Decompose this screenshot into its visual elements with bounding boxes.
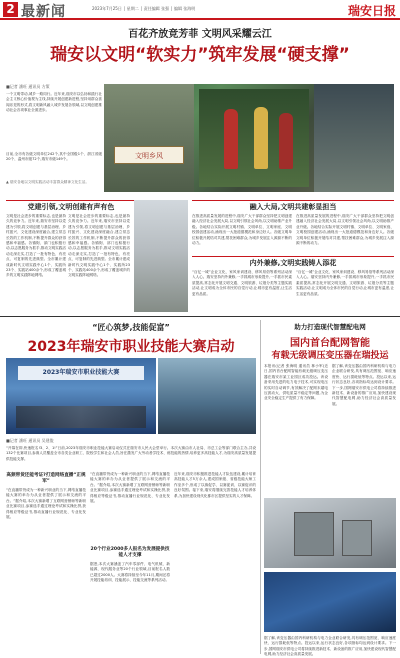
section1-title: 党建引领,文明创建有声有色 <box>27 203 115 211</box>
skills-photo-stage <box>6 358 156 434</box>
photo-performers <box>199 89 309 187</box>
skills-headline: 2023年瑞安市职业技能大赛启动 <box>27 339 235 355</box>
photo-village <box>104 84 194 192</box>
skills-subhead: “匠心筑梦,技能促富” <box>92 323 170 332</box>
transformer-unit <box>294 512 334 556</box>
divider <box>192 200 394 201</box>
lead-photo-collage <box>104 84 394 192</box>
section2-text-col2: 在推进高质量发展的进程中,瑞安广大干部群众坚持把文明创建融入经济社会发展大局,以文明引领社会风尚,以文明助推产业升级。各地结合实际开展文明村镇、文明单位、文明家庭、文明校园创建活动,涌现出一大批道德模范和身边好人。各级文明单位积极开展结对共建,帮扶困难群众,为城乡发展注入源源不断的动力。 <box>296 214 394 246</box>
port-photo-transformer <box>264 498 396 568</box>
port-subhead: 助力打造现代智慧配电网 <box>294 323 366 331</box>
skills-col3-text: 近年来,瑞安市积极推进技能人才队伍建设,累计培育高技能人才5万余人,建成国家级、省级技能大师工作室多个,形成了以赛促学、以赛促训、以赛促评的良好氛围。接下来,瑞安将继续完善技能人才培养体系,为加快建设现代化都市区提供坚实的人才保障。 <box>174 472 256 498</box>
port-text-col2: 据了解,该变压器由国内科研机构与电力企业联合研发,具有调压范围宽、响应速度快、运行损耗低等特点。投运以来,运行状态良好,各项指标均达到设计要求。下一步,国网瑞安市供电公司将持续推进新技术、新设备的推广应用,加快建设现代智慧配电网,助力经济社会高质量发展。 <box>332 364 396 406</box>
lead-headline: 瑞安以文明“软实力”筑牢发展“硬支撑” <box>50 45 350 65</box>
port-photo-caption: 据了解,该变压器由国内科研机构与电力企业联合研发,具有调压范围宽、响应速度快、运行损耗低等特点。投运以来,运行状态良好,各项指标均达到设计要求。下一步,国网瑞安市供电公司将持续推进新技术、新设备的推广应用,加快建设现代智慧配电网,助力经济社会高质量发展。 <box>264 636 396 657</box>
lead-intro-text: 一个文明带动,城乡一路同行。近年来,瑞安市以弘扬和践行社会主义核心价值观为主线,持续开展创建新进程,坚持用群众喜闻乐见的形式,将文明新风融入城乡发展各领域,以文明创建推动社会各项事业全面进步。 <box>6 92 102 113</box>
port-headline-line2: 有载无级调压变压器在瑞投运 <box>271 351 389 361</box>
skills-q2-heading: 20个行业2000多人报名为发展提供技能人才支撑 <box>90 547 170 558</box>
lead-photo-small <box>134 200 188 312</box>
audience-figures <box>16 406 146 428</box>
skills-q1-text: “在直播带货成为一种新兴职业的当下,网络直播技能大赛的举办为从业者提供了展示和交流的平台。”据介绍,本次大赛新增了互联网营销师等新职业比赛项目,参赛选手通过理论考试和实操比拼,获得相应等级证书,推动直播行业规范化、专业化发展。 <box>6 488 86 520</box>
performer-figure <box>254 107 268 169</box>
section3-text-col2: “百亿一城”企业文化、家风家训建设、移风易俗等系列活动深入人心。瑞安坚持内外兼修,一手抓城市形象提升,一手抓市民素质提高,常态化开展文明交通、文明旅游、垃圾分类等主题实践活动,让文明成为全体市民的自觉行动,让城市更有温度,让生活更有品质。 <box>296 270 394 296</box>
skills-q1-heading: 高频带货还能考证?打造网络直播“正规军” <box>6 473 86 484</box>
civilization-sign: 文明乡风 <box>114 146 184 164</box>
lead-subhead: 百花齐放竞芳菲 文明风采耀云江 <box>128 29 272 40</box>
divider <box>6 200 136 201</box>
skills-photo-audience <box>158 358 256 434</box>
section-divider <box>0 316 400 317</box>
skills-q1-text-cont: “在直播带货成为一种新兴职业的当下,网络直播技能大赛的举办为从业者提供了展示和交流的平台。”据介绍,本次大赛新增了互联网营销师等新职业比赛项目,参赛选手通过理论考试和实操比拼,获得相应等级证书,推动直播行业规范化、专业化发展。 <box>90 472 170 504</box>
port-text-col1: 本报讯(记者 张海明 通讯员 林小军)近日,国内首台配网智能有载无级调压变压器在瑞安市某工业园区成功投运。该设备采用先进的电力电子技术,可实现电压的实时自动调节,有效解决了配网末端电压波动大、供电质量不稳定等问题,为企业安全稳定生产提供了有力保障。 <box>264 364 328 401</box>
section1-text-col2: 文明是社会进步的重要标志,也是最持久的竞争力。近年来,瑞安市坚持以党建为引领,将文明创建与基层治理、乡村振兴、文化建设深度融合,建立常态长效的工作机制,不断提升群众的获得感和幸福感。各镇街、部门也积极行动,以志愿服务为抓手,推动文明实践活动走深走实,打造了一批有特色、有亮点、可复制的先进典型。全市累计建成新时代文明实践中心1个、实践所23个、实践站400余个,形成了覆盖城乡的文明实践阵地网络。 <box>68 214 130 278</box>
column-divider <box>260 320 261 654</box>
skills-intro-text: “开幕在即,快速报名!3、2、1!”日前,2023年瑞安市职业技能大赛启动仪式在瑞安市人民大会堂举行。本次大赛由市人社局、市总工会等部门联合主办,共设132个比赛项目,参赛人员覆盖全市各类企业职工、院校学生和社会人员,旨在激发广大劳动者学技术、练技能的热情,培养更多高技能人才,为瑞安高质量发展提供技能支撑。 <box>6 446 256 461</box>
lead-photo-caption: ▲ 瑞安各地以文明实践活动丰富群众精神文化生活。 <box>6 180 89 184</box>
stage-banner: 2023年瑞安市职业技能大赛 <box>18 366 144 380</box>
photo-street <box>314 84 394 192</box>
performer-figure <box>279 113 293 169</box>
page-title: 最新闻 <box>21 4 66 20</box>
port-headline-line1: 国内首台配网智能 <box>290 338 370 349</box>
section2-text-col1: 在推进高质量发展的进程中,瑞安广大干部群众坚持把文明创建融入经济社会发展大局,以文明引领社会风尚,以文明助推产业升级。各地结合实际开展文明村镇、文明单位、文明家庭、文明校园创建活动,涌现出一大批道德模范和身边好人。各级文明单位积极开展结对共建,帮扶困难群众,为城乡发展注入源源不断的动力。 <box>192 214 292 246</box>
divider <box>192 256 394 257</box>
section1-text-col1: 文明是社会进步的重要标志,也是最持久的竞争力。近年来,瑞安市坚持以党建为引领,将文明创建与基层治理、乡村振兴、文化建设深度融合,建立常态长效的工作机制,不断提升群众的获得感和幸福感。各镇街、部门也积极行动,以志愿服务为抓手,推动文明实践活动走深走实,打造了一批有特色、有亮点、可复制的先进典型。全市累计建成新时代文明实践中心1个、实践所23个、实践站400余个,形成了覆盖城乡的文明实践阵地网络。 <box>6 214 66 278</box>
issue-meta: 2023年7月25日 │ 星期二 │ 责任编辑 张强 │ 编辑 张海明 <box>92 6 196 11</box>
newspaper-logo: 瑞安日报 <box>347 4 396 18</box>
masthead <box>0 0 400 20</box>
skills-q2-text: 据悉,本次大赛涵盖了汽车零部件、电气机械、新能源、现代服务业等20个行业领域,目前报名人数已超过2000人。大赛将持续至今年11月,期间还将开展技能培训、技能展示、技能交流等系列活动。 <box>90 562 170 583</box>
performer-figure <box>224 109 238 169</box>
skills-byline: ■记者 潘旺 通讯员 吴建俊 <box>6 438 54 443</box>
lead-byline: ■记者 潘旺 通讯员 方策 <box>6 84 50 89</box>
port-photo-site <box>264 572 396 632</box>
section2-title: 融入大局,文明共建彰显担当 <box>249 203 337 211</box>
lead-stats-text: 目前,全市有各级文明单位242个,其中全国级1个、浙江省级20个、温州市级72个,瑞安市级149个。 <box>6 152 102 162</box>
section3-text-col1: “百亿一城”企业文化、家风家训建设、移风易俗等系列活动深入人心。瑞安坚持内外兼修,一手抓城市形象提升,一手抓市民素质提高,常态化开展文明交通、文明旅游、垃圾分类等主题实践活动,让文明成为全体市民的自觉行动,让城市更有温度,让生活更有品质。 <box>192 270 292 296</box>
section3-title: 内外兼修,文明实践铸人添花 <box>249 259 337 267</box>
page-number: 2 <box>3 2 18 17</box>
transformer-unit <box>342 520 372 556</box>
